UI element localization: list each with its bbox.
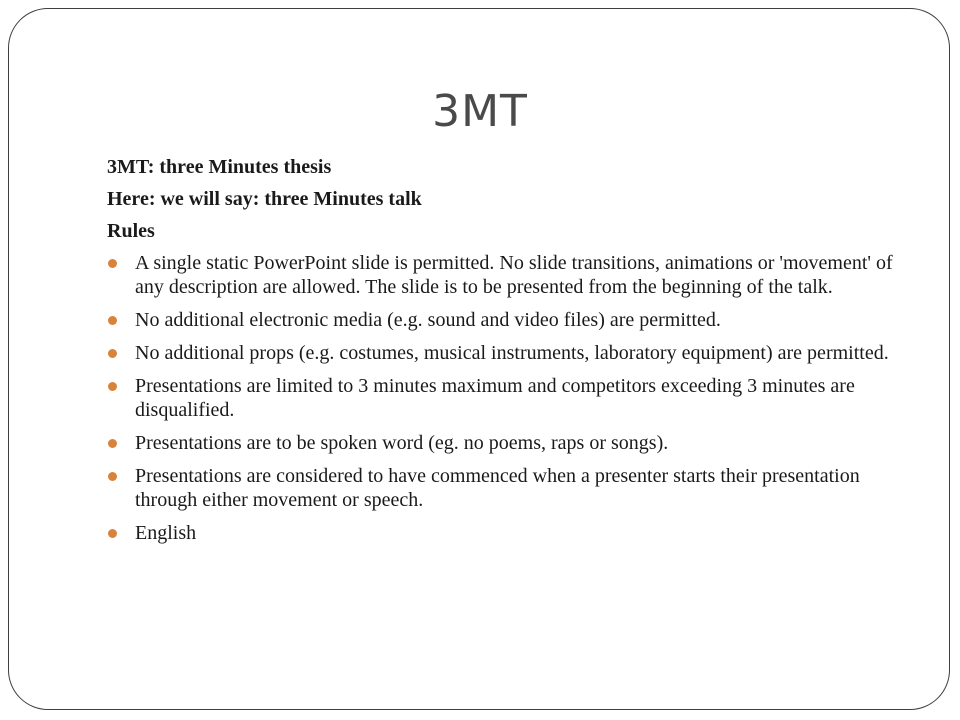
- list-item: [107, 308, 907, 332]
- list-item: [107, 374, 907, 422]
- list-item: [107, 251, 907, 299]
- list-item-text: Presentations are considered to have commenced when a presenter starts their presentation through either movement or speech.: [135, 465, 860, 511]
- list-item-text: Presentations are to be spoken word (eg. no poems, raps or songs).: [135, 432, 669, 454]
- list-item-text: English: [135, 522, 197, 544]
- bullet-icon: [108, 439, 117, 448]
- list-item: [107, 431, 907, 455]
- bullet-icon: [108, 316, 117, 325]
- list-item: [107, 464, 907, 512]
- rules-list: [107, 251, 907, 545]
- list-item: [107, 521, 907, 545]
- list-item-text: Presentations are limited to 3 minutes maximum and competitors exceeding 3 minutes are disqualified.: [135, 375, 855, 421]
- rules-heading: Rules: [107, 220, 155, 242]
- list-item: [107, 341, 907, 365]
- bullet-icon: [108, 529, 117, 538]
- slide-body: [107, 155, 907, 554]
- subtitle-line-here: Here: we will say: three Minutes talk: [107, 188, 422, 210]
- bullet-icon: [108, 472, 117, 481]
- subtitle-line-3mt: 3MT: three Minutes thesis: [107, 156, 332, 178]
- bullet-icon: [108, 259, 117, 268]
- bullet-icon: [108, 382, 117, 391]
- list-item-text: No additional electronic media (e.g. sound and video files) are permitted.: [135, 309, 721, 331]
- list-item-text: A single static PowerPoint slide is permitted. No slide transitions, animations or 'movement' of any description are allowed. The slide is to be presented from the beginning of the talk.: [135, 252, 893, 298]
- list-item-text: No additional props (e.g. costumes, musical instruments, laboratory equipment) are permitted.: [135, 342, 889, 364]
- bullet-icon: [108, 349, 117, 358]
- slide-title: 3MT: [432, 86, 528, 137]
